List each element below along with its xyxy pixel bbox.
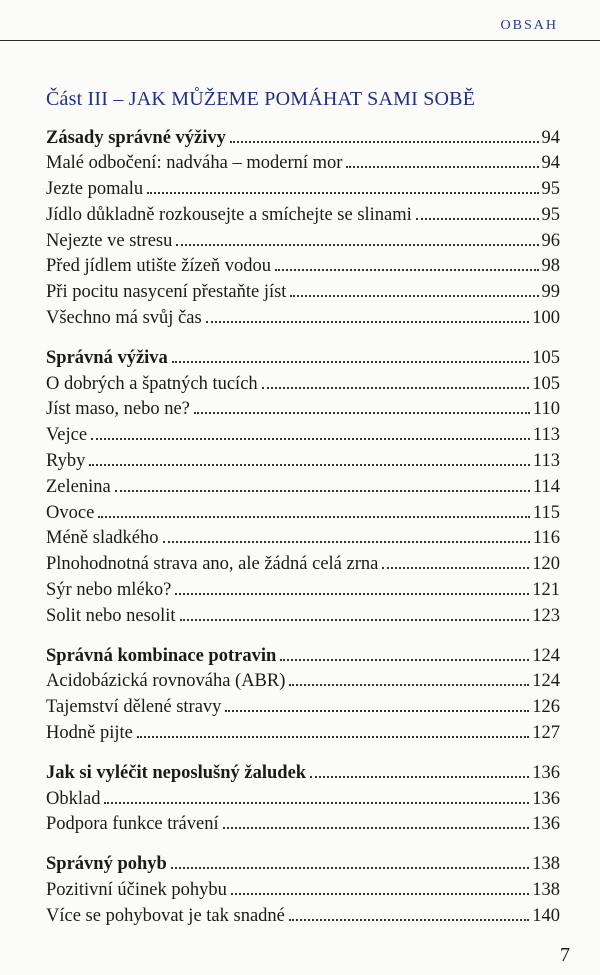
- entry-title: Více se pohybovat je tak snadné: [46, 905, 285, 926]
- entry-title: Ovoce: [46, 502, 95, 523]
- toc-section-heading[interactable]: [46, 342, 560, 368]
- dot-leader: [310, 757, 529, 778]
- toc-section: [46, 849, 560, 926]
- entry-page: 113: [532, 425, 560, 446]
- toc-entry[interactable]: [46, 666, 560, 692]
- dot-leader: [137, 718, 529, 739]
- toc-entry[interactable]: [46, 718, 560, 744]
- section-title: Správná výživa: [46, 347, 168, 368]
- toc-section: [46, 342, 560, 626]
- toc-section: [46, 122, 560, 328]
- entry-title: Acidobázická rovnováha (ABR): [46, 671, 286, 692]
- entry-title: Jídlo důkladně rozkousejte a smíchejte se slinami: [46, 204, 412, 225]
- entry-page: 96: [541, 230, 560, 251]
- section-page: 136: [532, 762, 560, 783]
- toc-entry[interactable]: [46, 148, 560, 174]
- dot-leader: [382, 549, 529, 570]
- entry-page: 100: [532, 308, 560, 329]
- section-title: Jak si vyléčit neposlušný žaludek: [46, 762, 307, 783]
- part-title: Část III – JAK MŮŽEME POMÁHAT SAMI SOBĚ: [46, 88, 476, 110]
- toc-entry[interactable]: [46, 497, 560, 523]
- entry-page: 138: [532, 880, 560, 901]
- entry-title: Pozitivní účinek pohybu: [46, 880, 227, 901]
- toc-section-heading[interactable]: [46, 640, 560, 666]
- entry-title: Před jídlem utište žízeň vodou: [46, 256, 272, 277]
- dot-leader: [194, 394, 530, 415]
- toc-entry[interactable]: [46, 277, 560, 303]
- section-page: 105: [532, 347, 560, 368]
- entry-page: 136: [532, 788, 560, 809]
- toc-entry[interactable]: [46, 251, 560, 277]
- header-rule: [0, 40, 600, 41]
- section-title: Zásady správné výživy: [46, 127, 226, 148]
- entry-title: O dobrých a špatných tucích: [46, 373, 258, 394]
- entry-title: Zelenina: [46, 476, 111, 497]
- entry-page: 105: [532, 373, 560, 394]
- entry-page: 98: [541, 256, 560, 277]
- entry-title: Podpora funkce trávení: [46, 814, 219, 835]
- dot-leader: [175, 575, 529, 596]
- toc-entry[interactable]: [46, 420, 560, 446]
- section-page: 124: [532, 645, 560, 666]
- dot-leader: [230, 122, 539, 143]
- toc-entry[interactable]: [46, 303, 560, 329]
- entry-page: 116: [532, 528, 560, 549]
- entry-page: 99: [541, 282, 560, 303]
- entry-title: Nejezte ve stresu: [46, 230, 173, 251]
- entry-page: 113: [532, 451, 560, 472]
- dot-leader: [91, 420, 530, 441]
- table-of-contents: [46, 122, 560, 940]
- entry-title: Vejce: [46, 425, 88, 446]
- entry-page: 95: [541, 179, 560, 200]
- dot-leader: [231, 875, 529, 896]
- entry-page: 136: [532, 814, 560, 835]
- toc-section-heading[interactable]: [46, 849, 560, 875]
- toc-section: [46, 757, 560, 834]
- dot-leader: [89, 446, 530, 467]
- entry-page: 121: [532, 580, 560, 601]
- entry-title: Ryby: [46, 451, 86, 472]
- toc-entry[interactable]: [46, 900, 560, 926]
- entry-page: 114: [532, 476, 560, 497]
- running-header: OBSAH: [500, 18, 558, 33]
- entry-title: Při pocitu nasycení přestaňte jíst: [46, 282, 287, 303]
- dot-leader: [416, 199, 539, 220]
- entry-page: 140: [532, 905, 560, 926]
- entry-title: Méně sladkého: [46, 528, 159, 549]
- toc-entry[interactable]: [46, 575, 560, 601]
- entry-page: 95: [541, 204, 560, 225]
- entry-title: Všechno má svůj čas: [46, 308, 202, 329]
- toc-entry[interactable]: [46, 394, 560, 420]
- dot-leader: [289, 900, 529, 921]
- dot-leader: [206, 303, 530, 324]
- dot-leader: [280, 640, 529, 661]
- section-page: 94: [541, 127, 560, 148]
- toc-entry[interactable]: [46, 368, 560, 394]
- dot-leader: [290, 277, 538, 298]
- entry-page: 124: [532, 671, 560, 692]
- entry-title: Malé odbočení: nadváha – moderní mor: [46, 153, 343, 174]
- entry-page: 115: [532, 502, 560, 523]
- dot-leader: [180, 600, 530, 621]
- entry-title: Obklad: [46, 788, 101, 809]
- dot-leader: [176, 225, 538, 246]
- dot-leader: [223, 809, 530, 830]
- entry-page: 110: [532, 399, 560, 420]
- dot-leader: [275, 251, 538, 272]
- entry-page: 123: [532, 605, 560, 626]
- section-title: Správný pohyb: [46, 854, 167, 875]
- dot-leader: [262, 368, 530, 389]
- dot-leader: [163, 523, 530, 544]
- dot-leader: [115, 471, 530, 492]
- toc-section-heading[interactable]: [46, 122, 560, 148]
- entry-page: 94: [541, 153, 560, 174]
- toc-entry[interactable]: [46, 199, 560, 225]
- entry-page: 127: [532, 723, 560, 744]
- entry-title: Hodně pijte: [46, 723, 133, 744]
- dot-leader: [147, 174, 538, 195]
- entry-title: Plnohodnotná strava ano, ale žádná celá zrna: [46, 554, 379, 575]
- section-page: 138: [532, 854, 560, 875]
- toc-entry[interactable]: [46, 809, 560, 835]
- toc-entry[interactable]: [46, 523, 560, 549]
- dot-leader: [346, 148, 538, 169]
- toc-entry[interactable]: [46, 783, 560, 809]
- entry-title: Tajemství dělené stravy: [46, 697, 222, 718]
- toc-section-heading[interactable]: [46, 757, 560, 783]
- toc-entry[interactable]: [46, 875, 560, 901]
- entry-title: Jezte pomalu: [46, 179, 144, 200]
- dot-leader: [225, 692, 529, 713]
- dot-leader: [289, 666, 529, 687]
- entry-title: Solit nebo nesolit: [46, 605, 176, 626]
- entry-page: 126: [532, 697, 560, 718]
- dot-leader: [172, 342, 529, 363]
- toc-entry[interactable]: [46, 225, 560, 251]
- toc-section: [46, 640, 560, 743]
- toc-entry[interactable]: [46, 692, 560, 718]
- entry-page: 120: [532, 554, 560, 575]
- page-number: 7: [560, 944, 570, 966]
- toc-entry[interactable]: [46, 446, 560, 472]
- dot-leader: [98, 497, 530, 518]
- toc-entry[interactable]: [46, 174, 560, 200]
- section-title: Správná kombinace potravin: [46, 645, 277, 666]
- dot-leader: [104, 783, 529, 804]
- entry-title: Jíst maso, nebo ne?: [46, 399, 190, 420]
- toc-entry[interactable]: [46, 471, 560, 497]
- toc-entry[interactable]: [46, 600, 560, 626]
- entry-title: Sýr nebo mléko?: [46, 580, 172, 601]
- toc-entry[interactable]: [46, 549, 560, 575]
- dot-leader: [171, 849, 529, 870]
